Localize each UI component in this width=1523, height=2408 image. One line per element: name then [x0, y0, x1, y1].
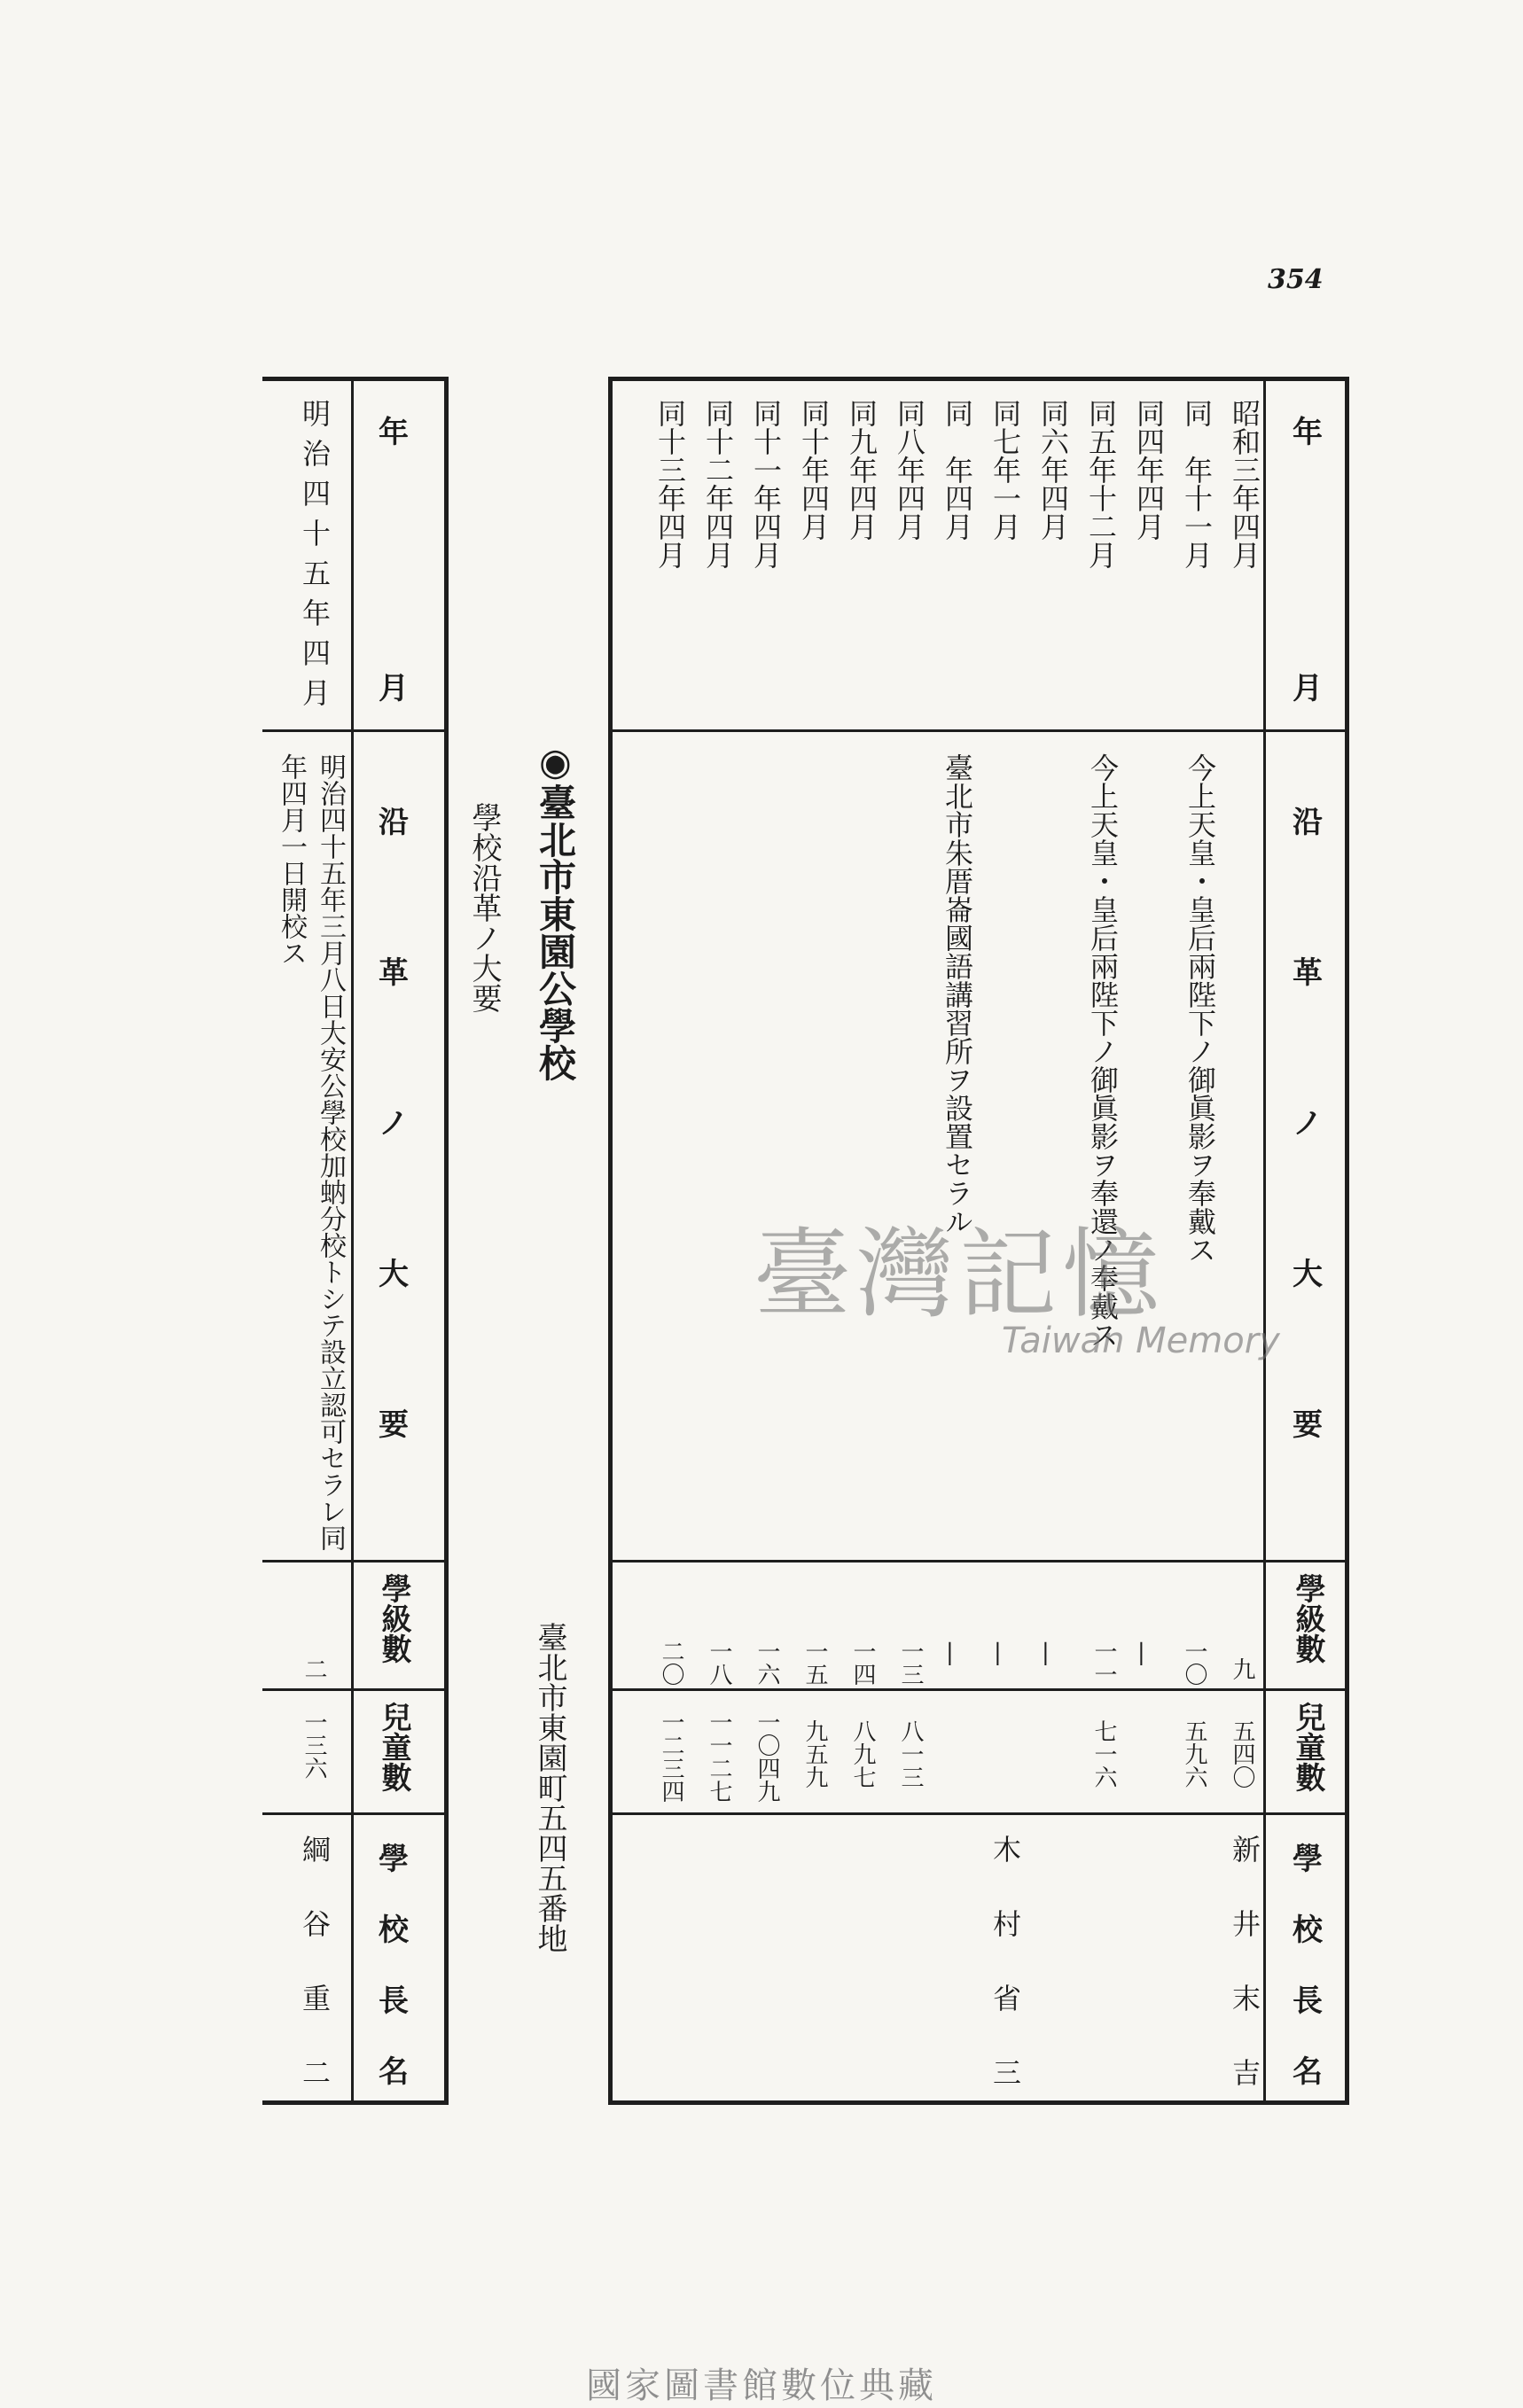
pupils-cell: 一二三四 [658, 1711, 684, 1803]
header-principal: 學 校 長 名 [379, 1842, 409, 2090]
date-cell: 同十三年四月 [653, 399, 687, 569]
classes-cell: 一五 [801, 1640, 828, 1686]
pupils-cell: 一一二七 [706, 1711, 732, 1803]
header-principal: 學 校 長 名 [1293, 1842, 1323, 2090]
classes-cell: 一八 [706, 1640, 732, 1686]
archive-footer: 國家圖書館數位典藏 [586, 2365, 937, 2406]
date-cell: 同八年四月 [893, 399, 926, 541]
history-entry: 明治四十五年三月八日大安公學校加蚋分校トシテ設立認可セラレ同年四月一日開校ス [276, 753, 346, 1551]
classes-cell: 一〇 [1181, 1640, 1207, 1686]
classes-cell: 一一 [1090, 1640, 1117, 1686]
classes-cell: 一三 [897, 1640, 924, 1686]
pupils-cell: 八九七 [849, 1719, 876, 1788]
dash-mark: | [946, 1640, 954, 1666]
classes-cell: 二 [301, 1657, 327, 1680]
classes-cell: 一六 [754, 1640, 780, 1686]
header-classes: 學級數 [376, 1573, 411, 1664]
classes-cell: 九 [1229, 1657, 1255, 1680]
dash-mark: | [1137, 1640, 1145, 1666]
pupils-cell: 八一三 [897, 1719, 924, 1788]
date-cell: 同九年四月 [845, 399, 879, 541]
subtitle: 學校沿革ノ大要 [466, 802, 502, 1013]
history-entry: 今上天皇・皇后兩陛下ノ御眞影ヲ奉戴ス [1183, 753, 1217, 1264]
pupils-cell: 五四〇 [1229, 1719, 1255, 1788]
pupils-cell: 七一六 [1090, 1719, 1117, 1788]
date-cell: 同 年四月 [941, 399, 974, 541]
pupils-cell: 一三六 [301, 1711, 327, 1780]
date-cell: 同四年四月 [1132, 399, 1166, 541]
principal-name: 綱谷重二 [298, 1835, 332, 2132]
pupils-cell: 九五九 [801, 1719, 828, 1788]
watermark-logo: 臺灣記憶 [754, 1218, 1165, 1331]
header-classes: 學級數 [1290, 1573, 1325, 1664]
classes-cell: 一四 [849, 1640, 876, 1686]
principal-name: 木村省三 [988, 1835, 1022, 2132]
principal-name: 新井末吉 [1228, 1835, 1261, 2132]
date-cell: 同六年四月 [1036, 399, 1070, 541]
classes-cell: 二〇 [658, 1640, 684, 1686]
date-cell: 同十二年四月 [701, 399, 735, 569]
header-year-month: 年 月 [1293, 415, 1323, 706]
history-entry: 臺北市朱厝崙國語講習所ヲ設置セラル [941, 753, 974, 1235]
date-cell: 明治四十五年四月 [298, 399, 332, 718]
date-cell: 同十年四月 [797, 399, 831, 541]
date-cell: 昭和三年四月 [1228, 399, 1261, 569]
dash-mark: | [994, 1640, 1002, 1666]
school-title: ◉臺北市東園公學校 [534, 740, 577, 1081]
header-pupils: 兒童數 [1290, 1702, 1325, 1792]
history-entry: 今上天皇・皇后兩陛下ノ御眞影ヲ奉還ノ奉戴ス [1086, 753, 1120, 1349]
prior-history-table [262, 377, 449, 2132]
date-cell: 同十一年四月 [749, 399, 783, 569]
school-address: 臺北市東園町五四五番地 [532, 1622, 567, 1953]
watermark-text: Taiwan Memory [1002, 1321, 1280, 1361]
dash-mark: | [1042, 1640, 1050, 1666]
header-pupils: 兒童數 [376, 1702, 411, 1792]
header-history: 沿 革 ノ 大 要 [1293, 805, 1323, 1443]
date-cell: 同五年十二月 [1084, 399, 1118, 569]
header-year-month: 年 月 [379, 415, 409, 706]
pupils-cell: 一〇四九 [754, 1711, 780, 1803]
header-history: 沿 革 ノ 大 要 [379, 805, 409, 1443]
date-cell: 同七年一月 [988, 399, 1022, 541]
page-number: 354 [1268, 264, 1324, 295]
pupils-cell: 五九六 [1181, 1719, 1207, 1788]
date-cell: 同 年十一月 [1180, 399, 1214, 569]
